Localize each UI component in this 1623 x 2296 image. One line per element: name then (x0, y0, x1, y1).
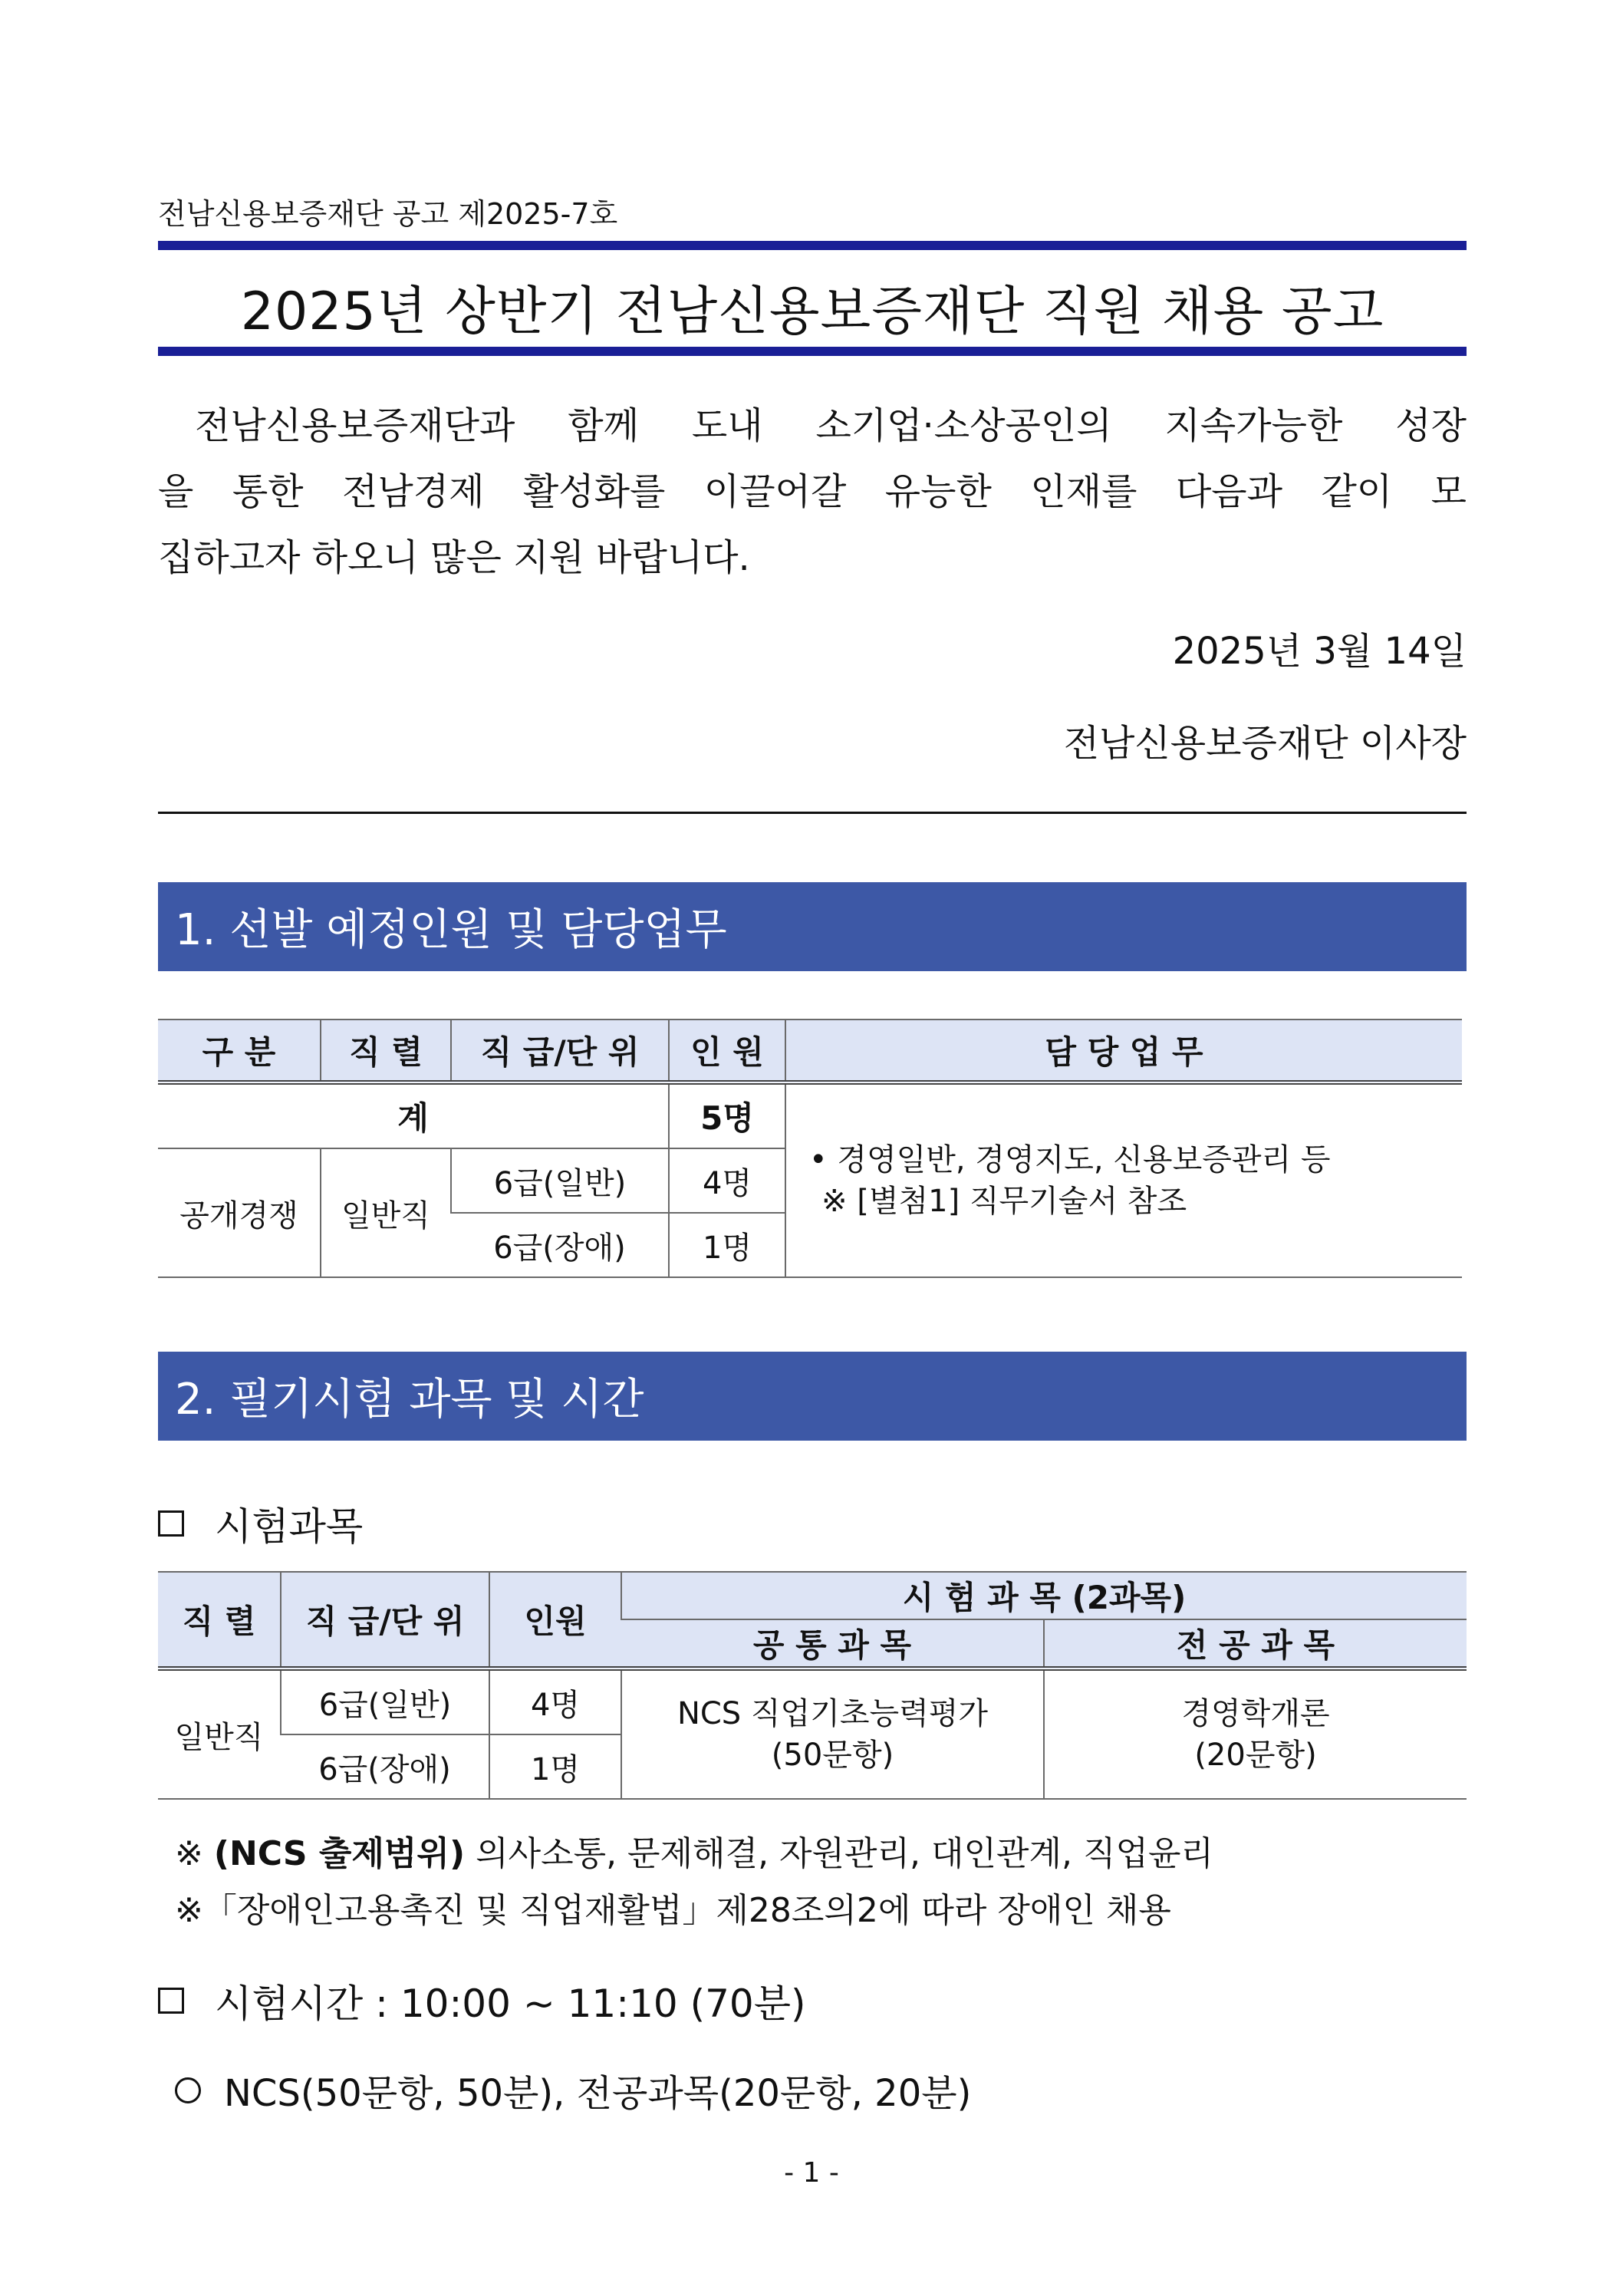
grade-cell: 6급(장애) (281, 1734, 489, 1799)
ncs-scope-label: (NCS 출제범위) (213, 1834, 466, 1873)
header-divider (158, 812, 1467, 814)
header-major-subject: 전 공 과 목 (1044, 1619, 1467, 1668)
intro-line-1: 전남신용보증재단과 함께 도내 소기업·소상공인의 지속가능한 성장 (195, 404, 1467, 447)
count-cell: 1명 (669, 1213, 785, 1277)
duties-line-1: • 경영일반, 경영지도, 신용보증관리 등 (809, 1142, 1331, 1178)
common-subject-items: (50문항) (771, 1738, 894, 1773)
header-common-subject: 공 통 과 목 (621, 1619, 1044, 1668)
category-cell: 공개경쟁 (158, 1148, 321, 1277)
header-count: 인원 (489, 1572, 621, 1668)
series-cell: 일반직 (321, 1148, 451, 1277)
exam-time-detail-text: NCS(50문항, 50분), 전공과목(20문항, 20분) (224, 2072, 972, 2115)
table-row (158, 1082, 1462, 1148)
total-count: 5명 (669, 1082, 785, 1148)
header-subjects: 시 험 과 목 (2과목) (621, 1572, 1467, 1619)
section-2-heading: 2. 필기시험 과목 및 시간 (158, 1352, 1467, 1441)
major-subject-name: 경영학개론 (1181, 1696, 1330, 1731)
checkbox-square-icon (158, 1510, 184, 1537)
grade-cell: 6급(일반) (451, 1148, 669, 1213)
circle-bullet-icon (175, 2077, 201, 2103)
subjects-subheading (158, 1496, 363, 1551)
grade-cell: 6급(장애) (451, 1213, 669, 1277)
duties-line-2: ※ [별첨1] 직무기술서 참조 (821, 1184, 1187, 1219)
duties-cell (785, 1082, 1462, 1277)
header-duties: 담 당 업 무 (785, 1020, 1462, 1082)
header-series: 직 렬 (158, 1572, 281, 1668)
section-1-heading: 1. 선발 예정인원 및 담당업무 (158, 882, 1467, 971)
header-grade: 직 급/단 위 (281, 1572, 489, 1668)
series-cell: 일반직 (158, 1668, 281, 1799)
common-subject-cell (621, 1668, 1044, 1799)
header-series: 직 렬 (321, 1020, 451, 1082)
header-count: 인 원 (669, 1020, 785, 1082)
major-subject-cell (1044, 1668, 1467, 1799)
note-mark: ※ (175, 1834, 203, 1873)
exam-time-text: 시험시간 : 10:00 ~ 11:10 (70분) (215, 1981, 806, 2026)
ncs-scope-text: 의사소통, 문제해결, 자원관리, 대인관계, 직업윤리 (476, 1834, 1214, 1873)
page-number: - 1 - (784, 2157, 839, 2189)
announcement-date: 2025년 3월 14일 (1172, 630, 1467, 673)
header-category: 구 분 (158, 1020, 321, 1082)
positions-table-header (158, 1020, 1462, 1082)
subjects-table-header (158, 1572, 1467, 1619)
checkbox-square-icon (158, 1988, 184, 2014)
intro-line-3: 집하고자 하오니 많은 지원 바랍니다. (158, 536, 750, 579)
count-cell: 4명 (669, 1148, 785, 1213)
subjects-subheading-text: 시험과목 (215, 1504, 364, 1549)
count-cell: 4명 (489, 1668, 621, 1734)
positions-table (158, 1019, 1462, 1278)
count-cell: 1명 (489, 1734, 621, 1799)
ncs-scope-note (175, 1826, 1213, 1875)
document-number: 전남신용보증재단 공고 제2025-7호 (158, 197, 618, 231)
exam-time-subheading (158, 1973, 806, 2028)
grade-cell: 6급(일반) (281, 1668, 489, 1734)
title-top-rule (158, 241, 1467, 250)
total-label: 계 (158, 1082, 669, 1148)
table-row (158, 1668, 1467, 1734)
issuer-name: 전남신용보증재단 이사장 (1063, 722, 1467, 765)
exam-subjects-table (158, 1571, 1467, 1800)
disability-hiring-note: ※「장애인고용촉진 및 직업재활법」제28조의2에 따라 장애인 채용 (175, 1891, 1171, 1930)
exam-time-detail (175, 2064, 971, 2116)
page-title: 2025년 상반기 전남신용보증재단 직원 채용 공고 (240, 282, 1384, 342)
major-subject-items: (20문항) (1194, 1738, 1317, 1773)
common-subject-name: NCS 직업기초능력평가 (677, 1696, 989, 1731)
title-bottom-rule (158, 347, 1467, 356)
header-grade: 직 급/단 위 (451, 1020, 669, 1082)
intro-line-2: 을 통한 전남경제 활성화를 이끌어갈 유능한 인재를 다음과 같이 모 (158, 470, 1467, 513)
